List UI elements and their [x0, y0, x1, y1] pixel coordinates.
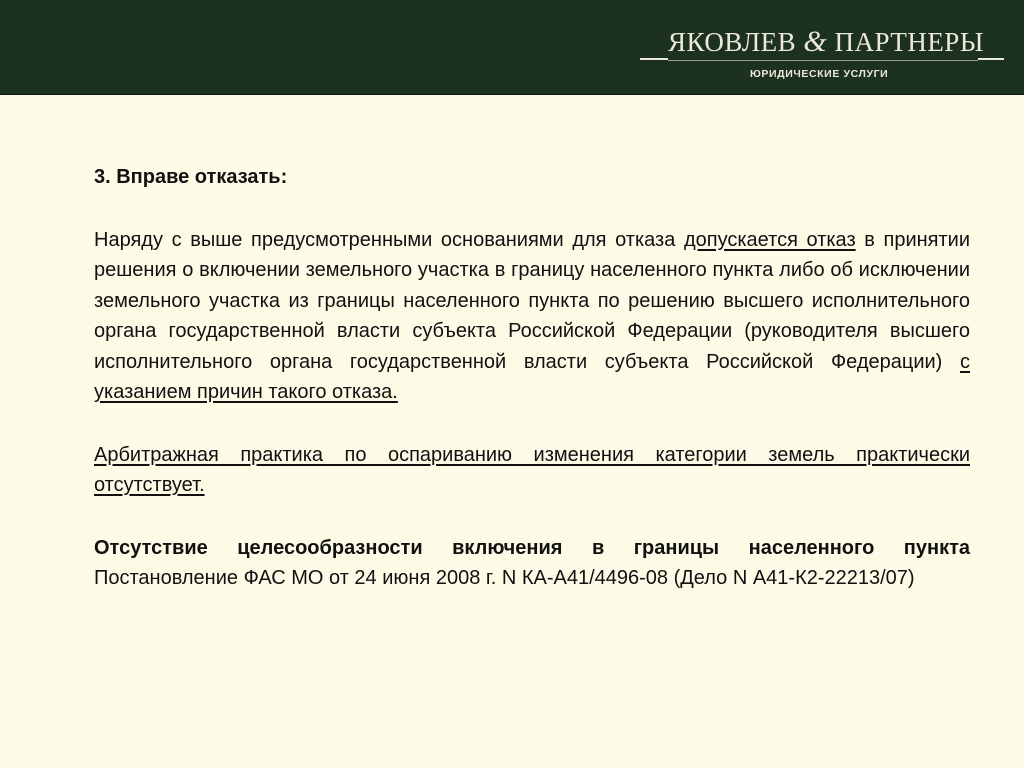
slide-content: [94, 162, 970, 594]
paragraph-expediency-citation: Постановление ФАС МО от 24 июня 2008 г. N КА-А41/4496-08 (Дело N А41-К2-22213/07): [94, 567, 915, 589]
paragraph-refusal-text-1: Наряду с выше предусмотренными основаниями для отказа: [94, 228, 684, 251]
brand-line-right: [978, 58, 1004, 60]
brand-subtitle: ЮРИДИЧЕСКИЕ УСЛУГИ: [750, 68, 889, 80]
paragraph-expediency: [94, 533, 970, 594]
brand-name-left: ЯКОВЛЕВ: [668, 27, 797, 57]
brand-logo: [640, 26, 1004, 66]
paragraph-refusal-text-2: в принятии решения о включении земельного участка в границу населенного пункта либо об исключении земельного участка из границы населенного пункта по решению высшего исполнительного органа государственной власти субъекта Российской Федерации (руководителя высшего исполнительного органа государственной власти субъекта Российской Федерации): [94, 228, 971, 373]
paragraph-arbitration: Арбитражная практика по оспариванию изменения категории земель практически отсутствует.: [94, 443, 970, 496]
paragraph-refusal-underline-1: допускается отказ: [683, 228, 856, 251]
header-bar: [0, 0, 1024, 95]
paragraph-expediency-heading: Отсутствие целесообразности включения в границы населенного пункта: [94, 536, 970, 559]
brand-underline: [668, 60, 978, 61]
paragraph-refusal-underline-2: с указанием причин такого отказа.: [94, 350, 970, 403]
slide-heading: 3. Вправе отказать:: [94, 166, 288, 188]
brand-name-right: ПАРТНЕРЫ: [834, 27, 984, 57]
paragraph-refusal: [94, 225, 970, 408]
brand-ampersand: &: [803, 25, 828, 58]
brand-line-left: [640, 58, 668, 60]
brand-name: [668, 25, 984, 58]
